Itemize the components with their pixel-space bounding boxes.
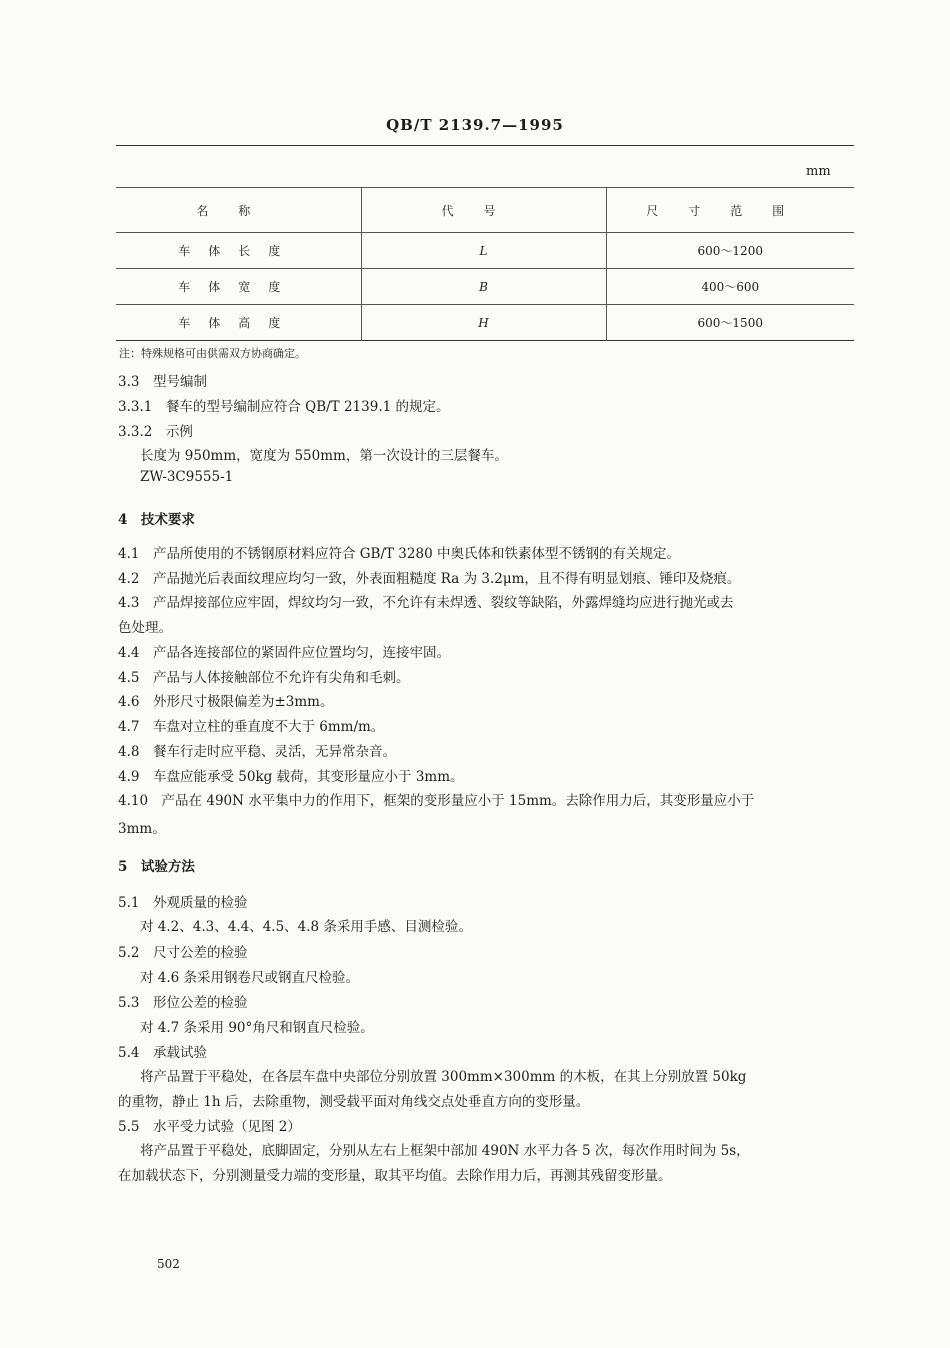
clause-4-9: 4.9 车盘应能承受 50kg 载荷，其变形量应小于 3mm。 [118, 769, 464, 785]
clause-3-3-2: 3.3.2 示例 [118, 424, 193, 440]
header-rule [116, 145, 854, 146]
clause-5-1-text: 对 4.2、4.3、4.4、4.5、4.8 条采用手感、目测检验。 [140, 919, 472, 935]
table-row [116, 269, 854, 305]
clause-3-3-1: 3.3.1 餐车的型号编制应符合 QB/T 2139.1 的规定。 [118, 399, 450, 415]
clause-5-2: 5.2 尺寸公差的检验 [118, 945, 248, 961]
row-name: 车体宽度 [116, 269, 361, 305]
clause-4-8: 4.8 餐车行走时应平稳、灵活，无异常杂音。 [118, 744, 396, 760]
col-header-range: 尺寸范围 [606, 188, 854, 233]
clause-4-3: 4.3 产品焊接部位应牢固，焊纹均匀一致，不允许有未焊透、裂纹等缺陷，外露焊缝均应进行抛光或去 [118, 595, 734, 611]
clause-5-1: 5.1 外观质量的检验 [118, 895, 248, 911]
clause-4-3-cont: 色处理。 [118, 620, 172, 636]
clause-4-10-cont: 3mm。 [118, 821, 166, 837]
clause-4-5: 4.5 产品与人体接触部位不允许有尖角和毛刺。 [118, 670, 410, 686]
example-model: ZW-3C9555-1 [140, 469, 234, 485]
clause-5-4: 5.4 承载试验 [118, 1045, 207, 1061]
clause-5-3-text: 对 4.7 条采用 90°角尺和钢直尺检验。 [140, 1020, 374, 1036]
table-unit: mm [806, 164, 831, 179]
clause-5-4-text-cont: 的重物，静止 1h 后，去除重物，测受载平面对角线交点处垂直方向的变形量。 [118, 1094, 590, 1110]
clause-5-4-text: 将产品置于平稳处，在各层车盘中央部位分别放置 300mm×300mm 的木板，在其上分别放置 50kg [140, 1069, 747, 1085]
section-4-heading: 4 技术要求 [118, 512, 195, 528]
clause-4-6: 4.6 外形尺寸极限偏差为±3mm。 [118, 694, 334, 710]
row-name: 车体高度 [116, 305, 361, 341]
row-range: 600～1500 [606, 305, 854, 341]
clause-5-2-text: 对 4.6 条采用钢卷尺或钢直尺检验。 [140, 970, 360, 986]
table-row [116, 305, 854, 341]
row-name: 车体长度 [116, 233, 361, 269]
col-header-code: 代号 [361, 188, 606, 233]
clause-4-10: 4.10 产品在 490N 水平集中力的作用下，框架的变形量应小于 15mm。去除作用力后，其变形量应小于 [118, 793, 755, 809]
row-code: L [361, 233, 606, 269]
example-text: 长度为 950mm，宽度为 550mm，第一次设计的三层餐车。 [140, 448, 508, 464]
clause-4-4: 4.4 产品各连接部位的紧固件应位置均匀，连接牢固。 [118, 645, 450, 661]
clause-5-5: 5.5 水平受力试验（见图 2） [118, 1119, 301, 1135]
row-range: 600～1200 [606, 233, 854, 269]
table-header-row [116, 188, 854, 233]
clause-5-5-text: 将产品置于平稳处，底脚固定，分别从左右上框架中部加 490N 水平力各 5 次，每次作用时间为 5s， [140, 1143, 750, 1159]
dimension-table [116, 187, 854, 341]
clause-4-2: 4.2 产品抛光后表面纹理应均匀一致，外表面粗糙度 Ra 为 3.2μm，且不得有明显划痕、锤印及烧痕。 [118, 571, 741, 587]
page-number: 502 [157, 1257, 180, 1271]
clause-5-3: 5.3 形位公差的检验 [118, 995, 248, 1011]
clause-3-3: 3.3 型号编制 [118, 374, 207, 390]
section-5-heading: 5 试验方法 [118, 859, 195, 875]
table-row [116, 233, 854, 269]
clause-4-1: 4.1 产品所使用的不锈钢原材料应符合 GB/T 3280 中奥氏体和铁素体型不锈钢的有关规定。 [118, 546, 680, 562]
row-range: 400～600 [606, 269, 854, 305]
row-code: B [361, 269, 606, 305]
row-code: H [361, 305, 606, 341]
clause-4-7: 4.7 车盘对立柱的垂直度不大于 6mm/m。 [118, 719, 385, 735]
col-header-name: 名称 [116, 188, 361, 233]
table-note: 注：特殊规格可由供需双方协商确定。 [119, 347, 306, 360]
standard-number: QB/T 2139.7—1995 [386, 116, 564, 134]
clause-5-5-text-cont: 在加载状态下，分别测量受力端的变形量，取其平均值。去除作用力后，再测其残留变形量。 [118, 1168, 672, 1184]
